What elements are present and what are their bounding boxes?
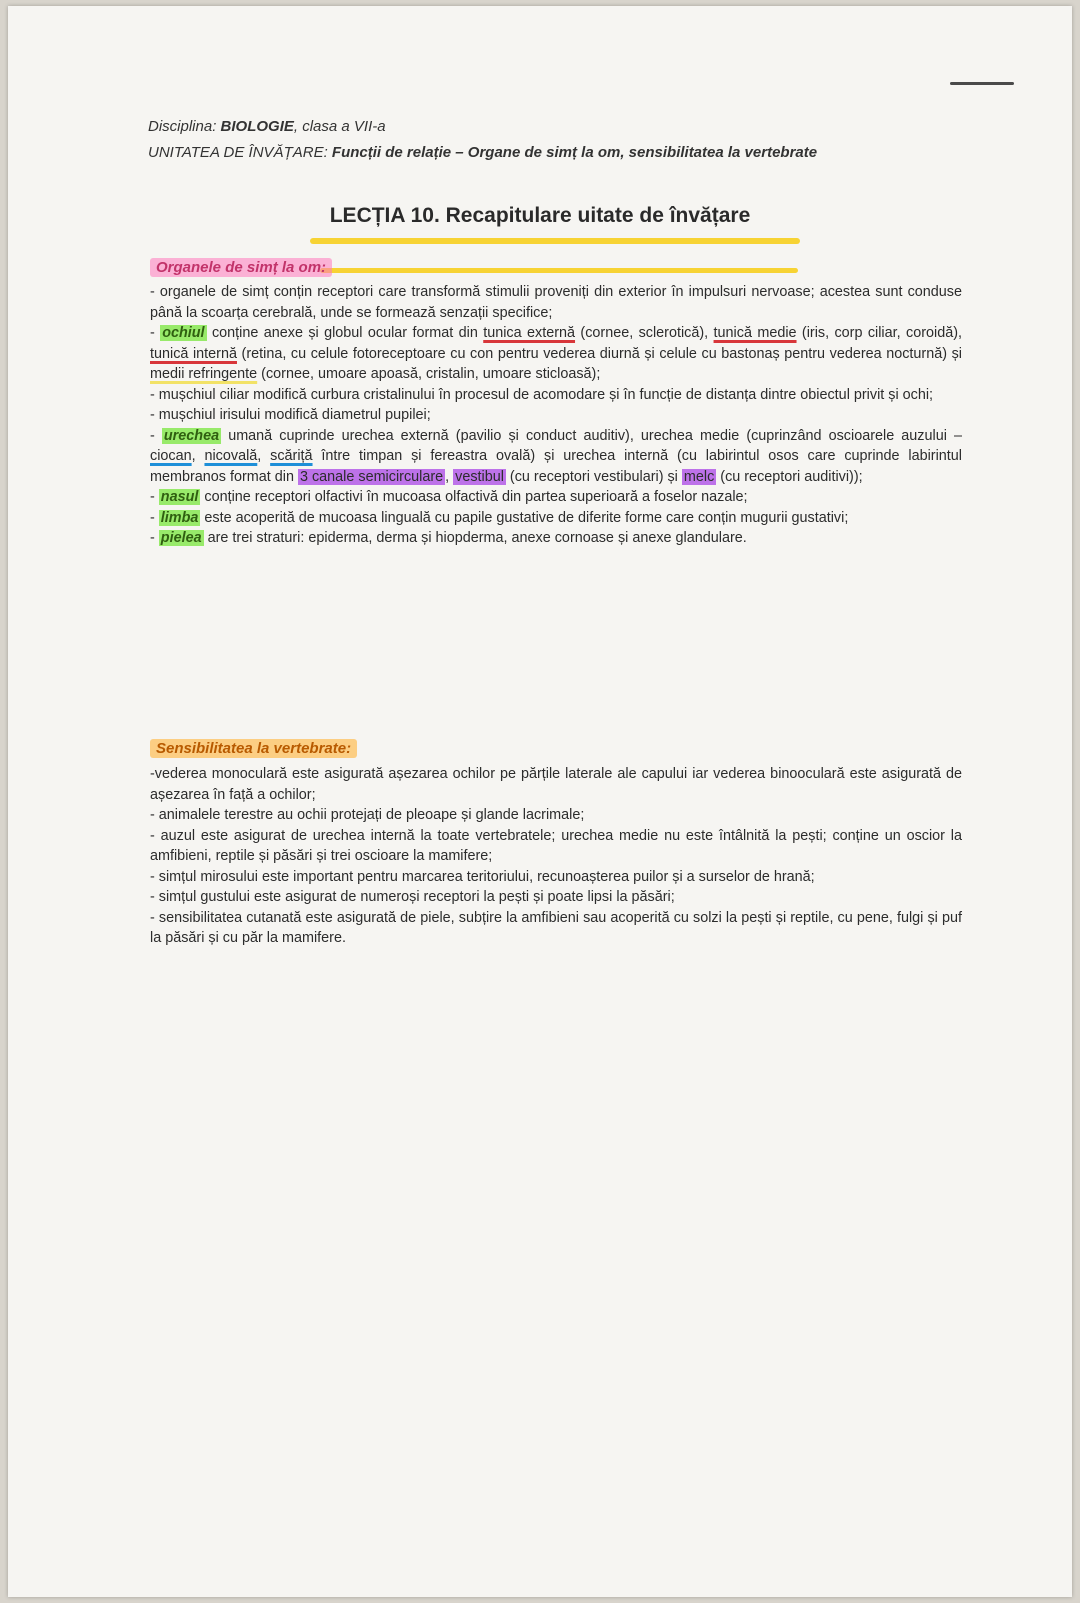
term-nasul: nasul [160, 489, 199, 505]
section-heading-organs: Organele de simț la om: [150, 258, 332, 277]
paragraph-ciliary-muscle: - mușchiul ciliar modifică curbura cristalinului în procesul de acomodare și în funcție de distanța dintre obiectul privit și ochi; [150, 386, 934, 403]
lesson-title: LECȚIA 10. Recapitulare uitate de învățare [329, 204, 751, 227]
vertebrates-section-body [150, 764, 962, 949]
term-pielea: pielea [160, 530, 202, 546]
pen-mark [950, 82, 1014, 85]
list-item: - animalele terestre au ochii protejați de pleoape și glande lacrimale; [150, 807, 585, 823]
list-item: -vederea monoculară este asigurată așezarea ochilor pe părțile laterale ale capului iar vederea binooculară este asigurată de așezarea în față a ochilor; [150, 766, 962, 803]
discipline-line: Disciplina: BIOLOGIE, clasa a VII-a [148, 118, 386, 135]
paragraph-iris-muscle: - mușchiul irisului modifică diametrul pupilei; [150, 407, 431, 423]
paragraph-organs-intro: - organele de simț conțin receptori care transformă stimulii proveniți din exterior în impulsuri nervoase; acestea sunt conduse până la scoarța cerebrală, unde se formează senzații specifice; [150, 284, 962, 321]
paragraph-skin: - pielea are trei straturi: epiderma, derma și hiopderma, anexe cornoase și anexe glandulare. [150, 530, 747, 546]
organs-section-body [150, 282, 962, 549]
term-urechea: urechea [163, 427, 220, 444]
paragraph-nose: - nasul conține receptori olfactivi în mucoasa olfactivă din partea superioară a foselor nazale; [150, 489, 748, 505]
list-item: - auzul este asigurat de urechea internă la toate vertebratele; urechea medie nu este întâlnită la pești; conține un oscior la amfibieni, reptile și păsări și trei oscioare la mamifere; [150, 827, 962, 864]
term-limba: limba [160, 509, 199, 526]
title-highlight-line [310, 238, 800, 244]
paragraph-ear: - urechea umană cuprinde urechea externă (pavilio și conduct auditiv), urechea medie (cuprinzând oscioarele auzului – ciocan, nicovală, scăriță între timpan și fereastra ovală) și urechea internă (cu labirintul osos care cuprinde labirintul membranos format din 3 canale semicirculare , vestibul (cu receptori vestibulari) și melc (cu receptori auditivi)); [150, 427, 963, 485]
list-item: - simțul gustului este asigurat de numeroși receptori la pești și poate lipsi la păsări; [150, 889, 675, 905]
section-heading-vertebrates: Sensibilitatea la vertebrate: [150, 739, 357, 758]
list-item: - sensibilitatea cutanată este asigurată de piele, subțire la amfibieni sau acoperită cu solzi la pești și reptile, cu pene, fulgi și puf la păsări și cu păr la mamifere. [150, 909, 962, 946]
term-ochiul: ochiul [162, 325, 205, 341]
paragraph-eye: - ochiul conține anexe și globul ocular format din tunica externă (cornee, sclerotică), tunică medie (iris, corp ciliar, coroidă), tunică internă (retina, cu celule fotoreceptoare cu con pentru vederea diurnă și celule cu bastonaș pentru vederea nocturnă) și medii refringente (cornee, umoare apoasă, cristalin, umoare sticloasă); [150, 325, 963, 382]
title-highlight-line-2 [320, 268, 798, 273]
document-page [8, 6, 1072, 1597]
paragraph-tongue: - limba este acoperită de mucoasa linguală cu papile gustative de diferite forme care conțin mugurii gustativi; [150, 509, 849, 526]
document-header [148, 114, 1028, 166]
unit-line: UNITATEA DE ÎNVĂȚARE: Funcții de relație – Organe de simț la om, sensibilitatea la vertebrate [148, 144, 818, 161]
list-item: - simțul mirosului este important pentru marcarea teritoriului, recunoașterea puilor și a surselor de hrană; [150, 868, 815, 885]
